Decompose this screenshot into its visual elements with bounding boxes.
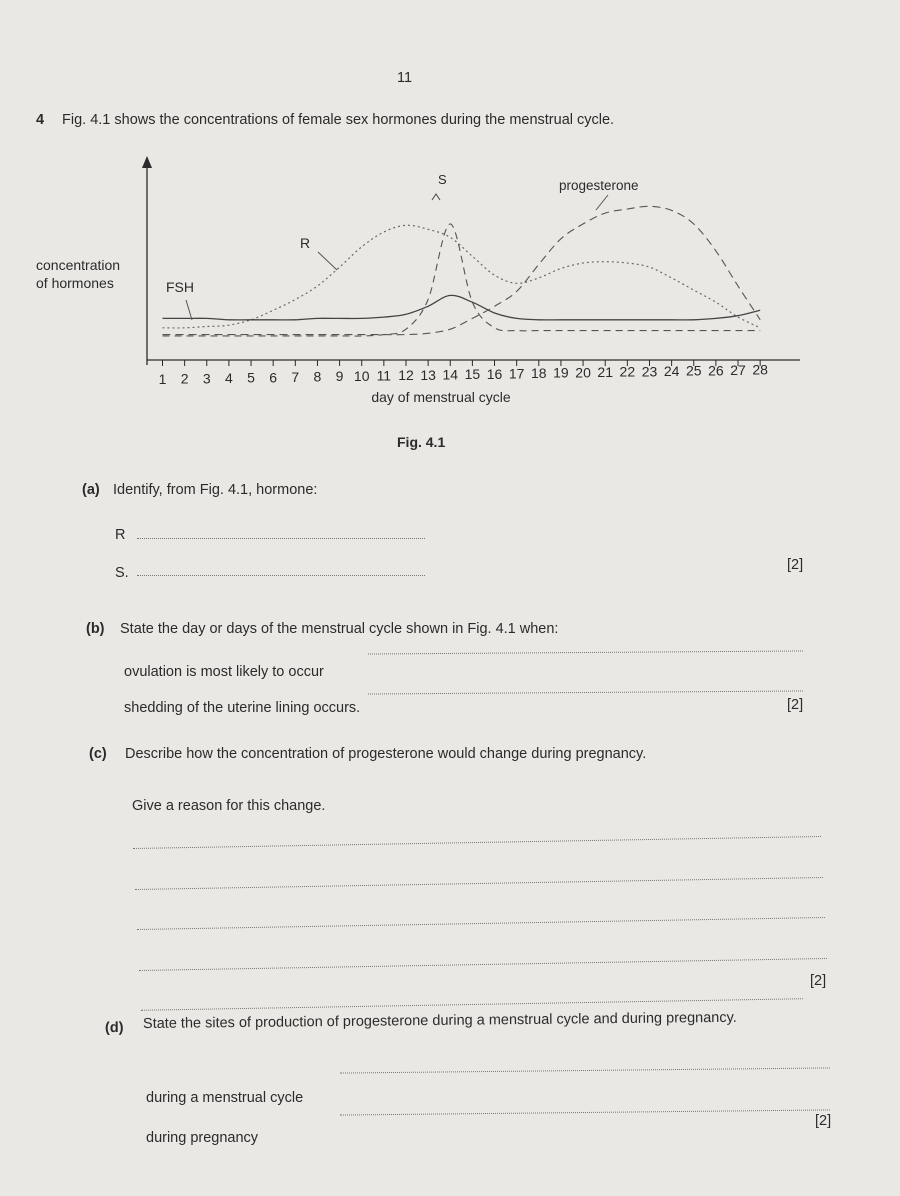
label-r: R bbox=[300, 235, 311, 251]
x-tick-label: 13 bbox=[420, 366, 436, 383]
x-tick-label: 4 bbox=[225, 369, 233, 386]
x-tick-label: 16 bbox=[486, 365, 503, 382]
part-c-answer-line-4[interactable] bbox=[139, 958, 827, 971]
x-tick-label: 24 bbox=[663, 362, 680, 379]
x-tick-label: 1 bbox=[158, 371, 167, 387]
part-a-r-label: R bbox=[115, 527, 126, 543]
y-axis-label-line1: concentration bbox=[36, 257, 121, 273]
part-c-text: Describe how the concentration of progesterone would change during pregnancy. bbox=[125, 746, 647, 762]
part-b-text: State the day or days of the menstrual cycle shown in Fig. 4.1 when: bbox=[120, 621, 559, 637]
series-line-progesterone bbox=[163, 206, 761, 334]
x-tick-label: 19 bbox=[553, 364, 569, 381]
label-r-pointer bbox=[318, 252, 337, 270]
y-axis-label-line2: of hormones bbox=[36, 275, 114, 291]
x-tick-label: 9 bbox=[335, 368, 344, 385]
x-tick-label: 3 bbox=[202, 370, 211, 387]
part-d-pregnancy-answer-line[interactable] bbox=[340, 1109, 830, 1115]
x-tick-label: 22 bbox=[619, 363, 636, 380]
part-c-reason: Give a reason for this change. bbox=[132, 798, 326, 814]
x-tick-label: 21 bbox=[597, 364, 613, 380]
label-fsh: FSH bbox=[166, 279, 194, 295]
part-a-text: Identify, from Fig. 4.1, hormone: bbox=[113, 482, 318, 498]
question-intro: Fig. 4.1 shows the concentrations of female sex hormones during the menstrual cycle. bbox=[62, 112, 615, 128]
x-tick-label: 10 bbox=[353, 367, 370, 384]
label-progesterone-pointer bbox=[596, 195, 608, 210]
hormone-chart bbox=[0, 150, 900, 410]
part-c-answer-line-3[interactable] bbox=[137, 917, 825, 930]
page-number: 11 bbox=[397, 70, 413, 86]
label-fsh-pointer bbox=[186, 300, 192, 320]
x-tick-label: 18 bbox=[531, 365, 547, 382]
label-s: S bbox=[438, 172, 447, 187]
x-tick-label: 2 bbox=[180, 370, 189, 387]
x-tick-label: 26 bbox=[708, 362, 724, 379]
part-c-label: (c) bbox=[89, 746, 107, 762]
part-d-cycle-answer-line[interactable] bbox=[340, 1067, 830, 1073]
part-a-s-label: S. bbox=[115, 565, 129, 581]
x-tick-label: 20 bbox=[575, 364, 591, 381]
x-tick-label: 8 bbox=[313, 368, 322, 385]
x-tick-label: 17 bbox=[508, 365, 525, 382]
part-a-s-answer-line[interactable] bbox=[137, 575, 425, 576]
x-tick-label: 28 bbox=[752, 361, 768, 378]
x-tick-label: 15 bbox=[464, 366, 481, 383]
series-line-r bbox=[163, 225, 761, 328]
part-a-r-answer-line[interactable] bbox=[137, 538, 425, 539]
part-c-answer-line-5[interactable] bbox=[141, 998, 803, 1011]
y-axis-arrow-icon bbox=[142, 156, 152, 168]
part-b-label: (b) bbox=[86, 621, 105, 637]
x-tick-label: 25 bbox=[685, 362, 702, 379]
series-line-fsh bbox=[163, 295, 761, 320]
part-d-marks: [2] bbox=[815, 1113, 832, 1129]
part-d-label: (d) bbox=[104, 1019, 124, 1036]
part-d-line1: during a menstrual cycle bbox=[146, 1090, 304, 1106]
label-s-pointer-icon bbox=[432, 194, 440, 200]
part-a-label: (a) bbox=[82, 482, 100, 498]
x-tick-label: 7 bbox=[291, 368, 300, 385]
part-b-shedding-answer-line[interactable] bbox=[368, 690, 803, 694]
part-c-marks: [2] bbox=[810, 973, 827, 989]
part-c-answer-line-2[interactable] bbox=[135, 877, 823, 890]
x-tick-label: 6 bbox=[269, 369, 278, 386]
question-number: 4 bbox=[36, 112, 45, 128]
part-b-line1: ovulation is most likely to occur bbox=[124, 664, 324, 680]
x-tick-label: 14 bbox=[442, 366, 459, 383]
label-progesterone: progesterone bbox=[559, 178, 639, 193]
part-d-line2: during pregnancy bbox=[146, 1130, 259, 1146]
x-axis-label: day of menstrual cycle bbox=[371, 389, 511, 405]
part-a-marks: [2] bbox=[787, 557, 804, 573]
figure-caption: Fig. 4.1 bbox=[397, 434, 446, 450]
part-d-text: State the sites of production of progesterone during a menstrual cycle and during pregnancy. bbox=[142, 1009, 737, 1032]
part-b-marks: [2] bbox=[787, 697, 804, 713]
part-b-line2: shedding of the uterine lining occurs. bbox=[124, 700, 361, 716]
x-tick-label: 11 bbox=[376, 367, 392, 384]
x-tick-label: 27 bbox=[730, 361, 746, 378]
x-tick-label: 5 bbox=[247, 369, 255, 386]
part-c-answer-line-1[interactable] bbox=[133, 836, 821, 849]
x-tick-label: 23 bbox=[641, 363, 658, 380]
x-tick-label: 12 bbox=[398, 367, 414, 384]
part-b-ovulation-answer-line[interactable] bbox=[368, 650, 803, 654]
